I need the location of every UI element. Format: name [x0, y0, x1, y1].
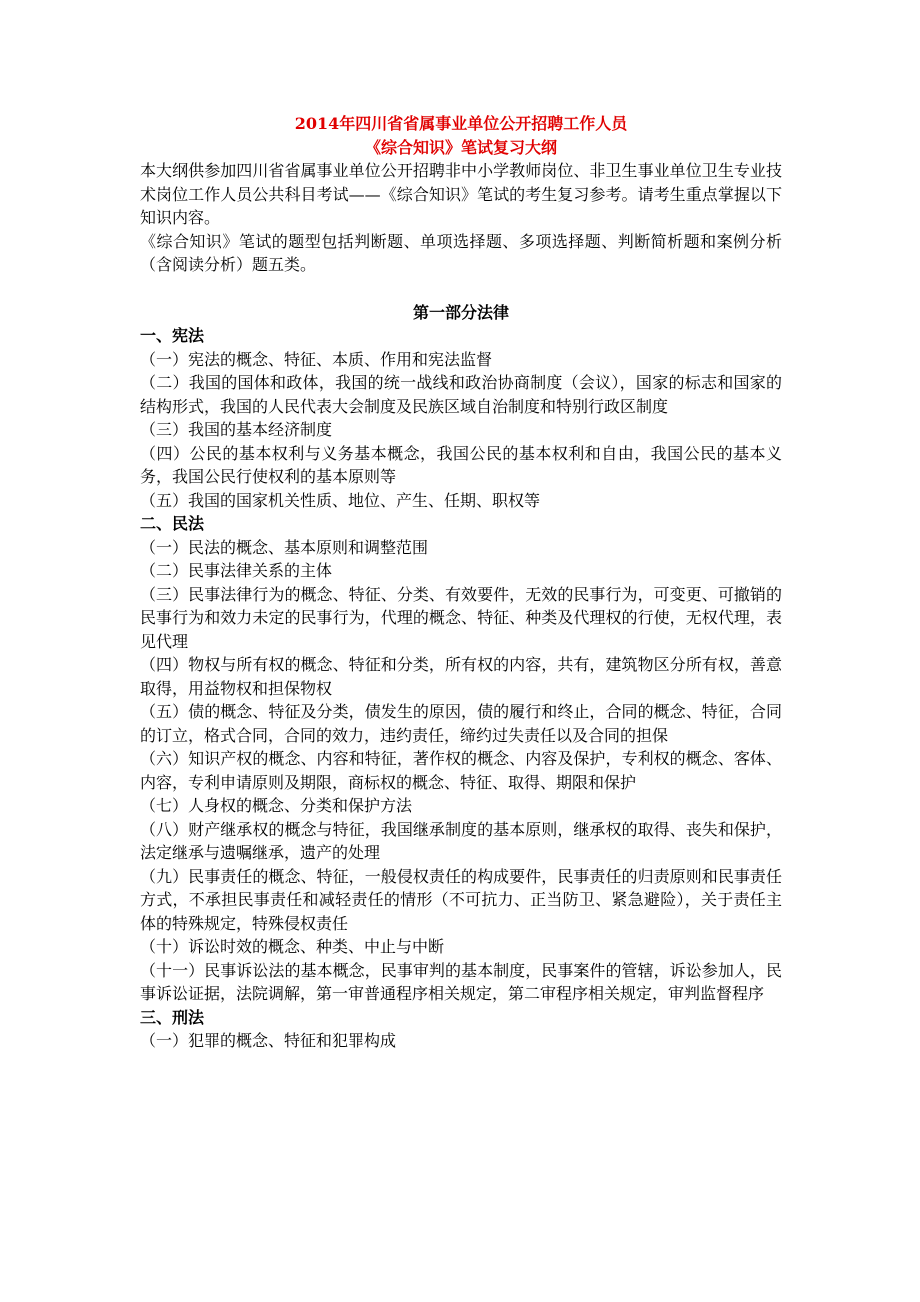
outline-item: （三）民事法律行为的概念、特征、分类、有效要件，无效的民事行为，可变更、可撤销的民事行为和效力未定的民事行为，代理的概念、特征、种类及代理权的行使，无权代理，表见代理	[140, 584, 782, 651]
document-title-line-1: 2014年四川省省属事业单位公开招聘工作人员	[294, 114, 628, 133]
intro-paragraph-1: 本大纲供参加四川省省属事业单位公开招聘非中小学教师岗位、非卫生事业单位卫生专业技术岗位工作人员公共科目考试——《综合知识》笔试的考生复习参考。请考生重点掌握以下知识内容。	[140, 161, 782, 227]
outline-item: （一）宪法的概念、特征、本质、作用和宪法监督	[140, 349, 493, 369]
outline-item: （八）财产继承权的概念与特征，我国继承制度的基本原则，继承权的取得、丧失和保护，法定继承与遗嘱继承，遗产的处理	[140, 819, 782, 862]
outline-item: （七）人身权的概念、分类和保护方法	[140, 796, 413, 815]
outline-item: （十）诉讼时效的概念、种类、中止与中断	[140, 937, 445, 956]
section-heading-civil-law: 二、民法	[140, 514, 205, 533]
outline-item: （二）我国的国体和政体，我国的统一战线和政治协商制度（会议），国家的标志和国家的结构形式，我国的人民代表大会制度及民族区域自治制度和特别行政区制度	[140, 373, 782, 416]
outline-item: （二）民事法律关系的主体	[140, 561, 333, 580]
outline-item: （六）知识产权的概念、内容和特征，著作权的概念、内容及保护，专利权的概念、客体、内容，专利申请原则及期限，商标权的概念、特征、取得、期限和保护	[140, 749, 782, 792]
document-page	[140, 112, 782, 1053]
outline-item: （三）我国的基本经济制度	[140, 420, 333, 439]
outline-item: （四）公民的基本权利与义务基本概念，我国公民的基本权利和自由，我国公民的基本义务，我国公民行使权利的基本原则等	[140, 443, 782, 486]
section-heading-constitution: 一、宪法	[140, 326, 205, 345]
outline-item: （五）我国的国家机关性质、地位、产生、任期、职权等	[140, 490, 541, 510]
outline-item: （五）债的概念、特征及分类，债发生的原因，债的履行和终止，合同的概念、特征，合同的订立，格式合同，合同的效力，违约责任，缔约过失责任以及合同的担保	[140, 702, 782, 745]
outline-item: （一）犯罪的概念、特征和犯罪构成	[140, 1031, 397, 1050]
intro-paragraph-2: 《综合知识》笔试的题型包括判断题、单项选择题、多项选择题、判断简析题和案例分析（含阅读分析）题五类。	[140, 231, 782, 274]
outline-item: （一）民法的概念、基本原则和调整范围	[140, 537, 429, 557]
section-heading-criminal-law: 三、刑法	[140, 1007, 205, 1027]
document-title-line-2: 《综合知识》笔试复习大纲	[364, 137, 557, 157]
outline-item: （九）民事责任的概念、特征，一般侵权责任的构成要件，民事责任的归责原则和民事责任方式，不承担民事责任和减轻责任的情形（不可抗力、正当防卫、紧急避险），关于责任主体的特殊规定，特殊侵权责任	[140, 866, 782, 933]
outline-item: （十一）民事诉讼法的基本概念，民事审判的基本制度，民事案件的管辖，诉讼参加人，民事诉讼证据，法院调解，第一审普通程序相关规定，第二审程序相关规定，审判监督程序	[140, 960, 782, 1003]
outline-item: （四）物权与所有权的概念、特征和分类，所有权的内容，共有，建筑物区分所有权，善意取得，用益物权和担保物权	[140, 655, 782, 698]
part-title: 第一部分法律	[412, 302, 509, 322]
